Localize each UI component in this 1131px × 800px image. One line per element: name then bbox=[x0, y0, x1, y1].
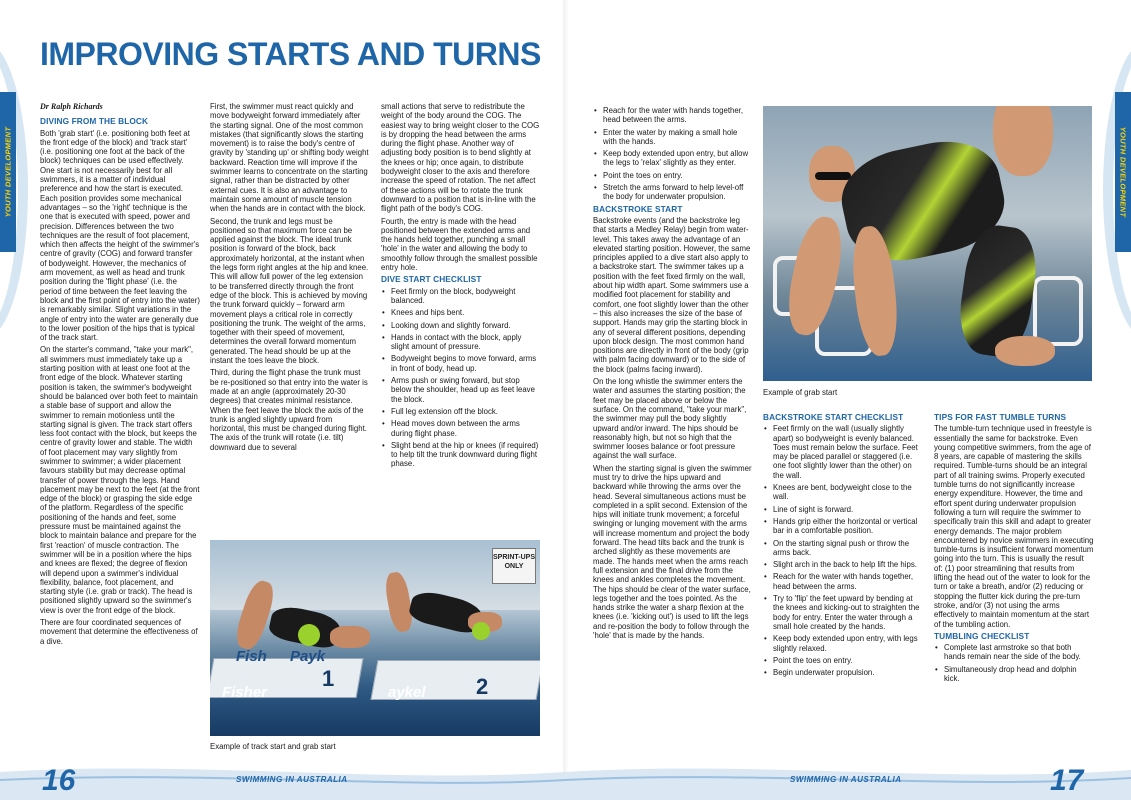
official-figure bbox=[993, 106, 1053, 176]
paragraph: Second, the trunk and legs must be positioned so that maximum force can be applied against the block. The ideal trunk position is forward of the block, back approximately horizontal, at the instant when the legs form right angles at the hip and knee. This will allow full power of the leg extension to be transferred directly through the front edge of the block. This is achieved by moving the trunk forward quickly – forward arm movement plays a critical role in correctly positioning the trunk. The weight of the arms, together with their speed of movement, determines the overall forward momentum generated. The head should be up at the instant the toes leave the block. bbox=[210, 216, 369, 366]
list-item: • Knees are bent, bodyweight close to the wall. bbox=[773, 483, 923, 502]
author-name: Dr Ralph Richards bbox=[40, 102, 103, 111]
list-item: • Reach for the water with hands together, head between the arms. bbox=[773, 572, 923, 591]
paragraph: Both 'grab start' (i.e. positioning both feet at the front edge of the block) and 'track start' (i.e. positioning one foot at the back of the block) techniques can be used effectively. One start is not necessarily best for all swimmers, it is a matter of individual preference and how the start is executed. Each position provides some mechanical advantages – so the 'right' technique is the one that is executed with speed, power and precision. Differences between the two techniques are the result of foot placement, which then affects the height of the swimmer's centre of gravity (COG) and forward transfer of bodyweight. However, the mechanics of arm movement, as well as head and trunk position during the 'flight phase' (i.e. the period of time between the feet leaving the block and the first point of entry into the water) is remarkably similar. Slight variations in the angle of entry into the water are generally due to the lower position of the hips that is typical of the track start. bbox=[40, 128, 200, 343]
right-section-tab bbox=[1115, 92, 1131, 252]
list-item: • Feet firmly on the block, bodyweight balanced. bbox=[391, 287, 541, 306]
lane-number: 2 bbox=[476, 674, 489, 699]
sponsor-sign: Fisher bbox=[222, 684, 268, 701]
left-section-tab bbox=[0, 92, 16, 252]
list-item: • Simultaneously drop head and dolphin kick. bbox=[944, 665, 1094, 684]
section-tab-label: YOUTH DEVELOPMENT bbox=[1118, 126, 1128, 218]
paragraph: There are four coordinated sequences of movement that determine the effectiveness of a dive. bbox=[40, 618, 198, 646]
list-item: • On the starting signal push or throw the arms back. bbox=[773, 539, 923, 558]
list-item: • Point the toes on entry. bbox=[603, 171, 753, 180]
dive-checklist bbox=[381, 287, 541, 469]
sprint-sign: SPRINT-UPS ONLY bbox=[492, 548, 536, 584]
paragraph: When the starting signal is given the swimmer must try to drive the hips upward and backward while throwing the arms over the head. Several simultaneous actions must be completed in a split second. Extension of the hips will initiate trunk movement; a forceful swinging or lunging movement with the arms will increase momentum and project the body forward. The head tilts back and the trunk is arched slightly as these movements are made. The hands meet when the arms reach full extension and the final drive from the knees and ankles completes the movement. The hips should be clear of the water surface, legs together and the toes pointed. As the hands strike the water a sharp flexion at the knees (i.e. 'kicking out') is used to lift the legs and re-position the body to follow through the 'hole' that is made by the hands. bbox=[593, 463, 752, 641]
section-heading: DIVING FROM THE BLOCK bbox=[40, 116, 149, 127]
list-item: • Full leg extension off the block. bbox=[391, 407, 541, 416]
paragraph: On the long whistle the swimmer enters the water and assumes the starting position; the feet may be placed above or below the surface. On the command, "take your mark", the swimmer may pull the body slightly upward and/or inward. The hips should be reasonably high, but not so high that the swimmer looses balance or foot pressure against the wall surface. bbox=[593, 377, 747, 461]
page-title: IMPROVING STARTS AND TURNS bbox=[40, 36, 541, 72]
dive-checklist-continued bbox=[593, 106, 753, 202]
paragraph: On the starter's command, "take your mark", all swimmers must immediately take up a starting position with at least one foot at the front edge of the block. Whatever starting position is taken, the swimmer's bodyweight should be balanced over both feet to maintain a stable base of support and allow the swimmer to remain motionless until the starting signal is given. The track start offers less foot contact with the block, but keeps the centre of gravity lower and stable. The width of foot placement may vary slightly from swimmer to swimmer; a wider placement favours stability but may decrease optimal transfer of power through the legs. Hand placement may be next to the feet (at the front edge of the block) or grasping the side edge of the platform. Regardless of the specific positioning of the hands and feet, some pressure must be maintained against the block to maintain balance and prepare for the first 'reaction' of muscle contraction. The swimmer will be in a position where the hips and knees are flexed; the degree of flexion will depend upon a swimmer's individual flexibility, balance, foot placement, and starting style (i.e. grab or track). The head is positioned slightly upward so the swimmer's view is over the front edge of the block. bbox=[40, 345, 200, 615]
swim-cap bbox=[472, 622, 490, 640]
paragraph: The tumble-turn technique used in freestyle is essentially the same for backstroke. Even young competitive swimmers, from the age of 8 years, are capable of mastering the skills required. Tumble-turns should be an integral part of all training swims. Properly executed tumble turns do not significantly increase energy expenditure. However, the time and effort spent during underwater propulsion following a turn will require the swimmer to specifically train this skill and adapt to greater energy demands. The major problem encountered by novice swimmers in executing tumble-turns is insufficient forward momentum going into the turn. This is usually the result of: (1) poor streamlining that results from lifting the head out of the water to look for the turn or take a breath, and/or (2) reducing or stopping the flutter kick during the pre-turn stroke, and/or (3) not using the arms effectively to maintain momentum at the start of the tumbling action. bbox=[934, 424, 1094, 629]
list-item: • Keep body extended upon entry, with legs slightly relaxed. bbox=[773, 634, 923, 653]
section-heading: BACKSTROKE START CHECKLIST bbox=[763, 412, 904, 422]
paragraph: Fourth, the entry is made with the head positioned between the extended arms and the hands held together, punching a small 'hole' in the water and allowing the body to smoothly follow through the smallest possible entry hole. bbox=[381, 216, 538, 273]
background-chair bbox=[1033, 276, 1083, 346]
footer-wave bbox=[0, 758, 1131, 800]
list-item: • Bodyweight begins to move forward, arms in front of body, head up. bbox=[391, 354, 541, 373]
column-2 bbox=[210, 102, 370, 534]
column-6 bbox=[934, 410, 1094, 730]
list-item: • Reach for the water with hands together, head between the arms. bbox=[603, 106, 753, 125]
section-heading: TIPS FOR FAST TUMBLE TURNS bbox=[934, 412, 1067, 422]
swimmer-feet bbox=[995, 336, 1055, 366]
page-gutter bbox=[563, 0, 569, 800]
swimmer-arm bbox=[330, 626, 370, 648]
paragraph: Backstroke events (and the backstroke leg that starts a Medley Relay) begin from water-level. This takes away the advantage of an elevated starting position. However, the same principles applied to a dive start also apply to a backstroke start. The swimmer takes up a position with the feet fixed firmly on the wall, about hip width apart. Some swimmers use a modified foot placement for stability and comfort, one foot slightly lower than the other – this also increases the size of the base of support. Hands may grip the starting block in any of several different positions, depending upon block design. The most common hand positions are directly in front of the body (grip with palm facing downward) or to the side of the block (palms facing inward). bbox=[593, 215, 751, 374]
column-5 bbox=[763, 410, 923, 730]
list-item: • Point the toes on entry. bbox=[773, 656, 923, 665]
track-start-photo bbox=[210, 540, 540, 736]
list-item: • Slight arch in the back to help lift the hips. bbox=[773, 560, 923, 569]
sponsor-sign: Payk bbox=[290, 648, 326, 665]
column-3 bbox=[381, 102, 541, 534]
paragraph: Third, during the flight phase the trunk must be re-positioned so that entry into the water is made at an angle (approximately 20-30 degrees) that creates minimal resistance. When the feet leave the block the axis of the trunk is angled slightly upward from horizontal, this must be changed during flight. The axis of the trunk will rotate (i.e. tilt) downward due to several bbox=[210, 368, 368, 452]
lane-number: 1 bbox=[322, 666, 335, 691]
page-number-right: 17 bbox=[1050, 764, 1084, 797]
list-item: • Stretch the arms forward to help level-off the body for underwater propulsion. bbox=[603, 183, 753, 202]
list-item: • Arms push or swing forward, but stop below the shoulder, head up as feet leave the block. bbox=[391, 376, 541, 404]
section-heading: BACKSTROKE START bbox=[593, 203, 683, 214]
sponsor-sign: aykel bbox=[388, 684, 426, 701]
column-1 bbox=[40, 102, 200, 742]
list-item: • Looking down and slightly forward. bbox=[391, 321, 541, 330]
paragraph: First, the swimmer must react quickly and move bodyweight forward immediately after the starting signal. One of the most common mistakes (that significantly slows the starting movement) is to raise the body's centre of gravity by 'standing up' or shifting body weight backward. Reaction time will improve if the swimmer learns to concentrate on the starting signal, rather than be distracted by other external cues. It is also an advantage to maintain some amount of muscle tension when the hands are in contact with the block. bbox=[210, 102, 369, 214]
paragraph: small actions that serve to redistribute the weight of the body around the COG. The easiest way to bring weight closer to the COG is by dropping the head between the arms during the flight phase. Another way of adjusting body position is to bend slightly at the knees or hip; once again, to distribute bodyweight closer to the axis and therefore increase the speed of rotation. The net affect of these actions will be to rotate the trunk downward to a position that is in-line with the flight path of the body's COG. bbox=[381, 102, 540, 214]
list-item: • Complete last armstroke so that both hands remain near the side of the body. bbox=[944, 643, 1094, 662]
list-item: • Slight bend at the hip or knees (if required) to help tilt the trunk downward during flight phase. bbox=[391, 441, 541, 469]
list-item: • Feet firmly on the wall (usually slightly apart) so bodyweight is evenly balanced. Toes must remain below the surface. Feet may be placed parallel or staggered (i.e. one foot slightly lower than the other) on the wall. bbox=[773, 424, 923, 480]
list-item: • Enter the water by making a small hole with the hands. bbox=[603, 128, 753, 147]
column-4 bbox=[593, 106, 753, 750]
list-item: • Head moves down between the arms during flight phase. bbox=[391, 419, 541, 438]
list-item: • Knees and hips bent. bbox=[391, 308, 541, 317]
list-item: • Line of sight is forward. bbox=[773, 505, 923, 514]
list-item: • Begin underwater propulsion. bbox=[773, 668, 923, 677]
list-item: • Hands grip either the horizontal or vertical bar in a comfortable position. bbox=[773, 517, 923, 536]
footer-magazine-title: SWIMMING IN AUSTRALIA bbox=[790, 775, 902, 784]
swim-cap bbox=[298, 624, 320, 646]
backstroke-checklist bbox=[763, 424, 923, 677]
section-heading: DIVE START CHECKLIST bbox=[381, 274, 482, 285]
photo-caption: Example of track start and grab start bbox=[210, 742, 336, 751]
list-item: • Keep body extended upon entry, but allow the legs to 'relax' slightly as they enter. bbox=[603, 149, 753, 168]
list-item: • Try to 'flip' the feet upward by bending at the knees and kicking-out to straighten the body for entry. Enter the water through a small hole created by the hands. bbox=[773, 594, 923, 631]
page-number-left: 16 bbox=[42, 764, 76, 797]
goggles bbox=[815, 172, 851, 180]
sponsor-sign: Fish bbox=[236, 648, 267, 665]
section-tab-label: YOUTH DEVELOPMENT bbox=[3, 126, 13, 218]
section-heading: TUMBLING CHECKLIST bbox=[934, 630, 1030, 641]
footer-magazine-title: SWIMMING IN AUSTRALIA bbox=[236, 775, 348, 784]
tumbling-checklist bbox=[934, 643, 1094, 683]
list-item: • Hands in contact with the block, apply slight amount of pressure. bbox=[391, 333, 541, 352]
photo-caption: Example of grab start bbox=[763, 388, 838, 397]
grab-start-photo bbox=[763, 106, 1092, 381]
